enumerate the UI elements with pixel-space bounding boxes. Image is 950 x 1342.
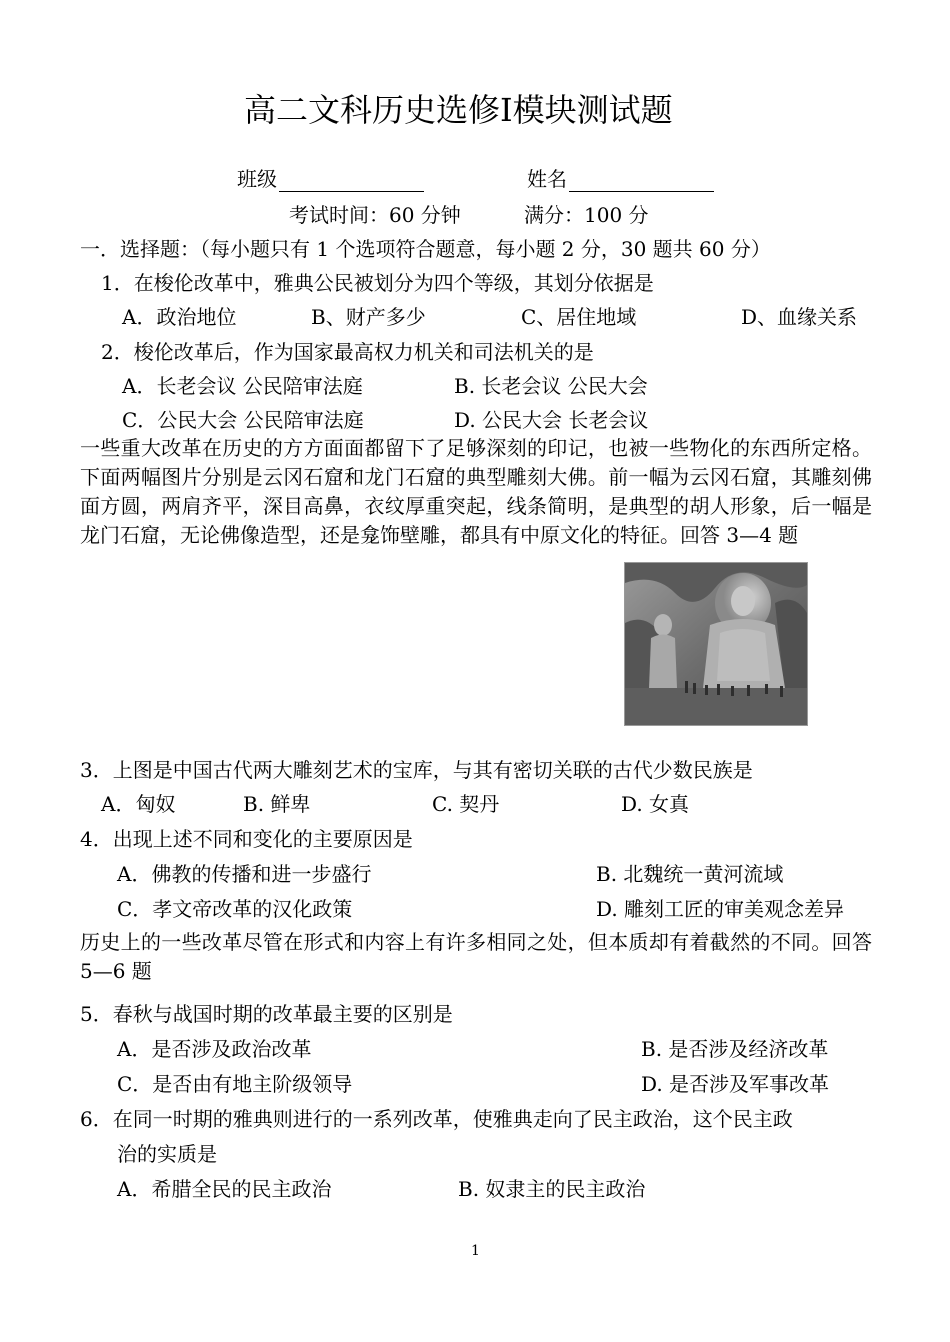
class-blank (279, 171, 424, 192)
question-3-option-c: C. 契丹 (432, 792, 500, 816)
question-3-stem: 3．上图是中国古代两大雕刻艺术的宝库，与其有密切关联的古代少数民族是 (80, 758, 753, 782)
section-heading: 一．选择题：（每小题只有 1 个选项符合题意，每小题 2 分，30 题共 60 分） (80, 237, 771, 261)
question-4-option-c: C．孝文帝改革的汉化政策 (117, 897, 353, 921)
passage-5-6: 历史上的一些改革尽管在形式和内容上有许多相同之处，但本质却有着截然的不同。回答 5—6 题 (80, 930, 872, 983)
question-2-option-b: B. 长老会议 公民大会 (454, 374, 648, 398)
question-6-option-a: A．希腊全民的民主政治 (117, 1177, 332, 1201)
name-label: 姓名 (527, 167, 567, 191)
question-4-option-a: A．佛教的传播和进一步盛行 (117, 862, 372, 886)
question-5-option-d: D. 是否涉及军事改革 (641, 1072, 830, 1096)
question-1-option-d: D、血缘关系 (741, 305, 858, 329)
page-title: 高二文科历史选修Ⅰ模块测试题 (244, 91, 673, 129)
exam-time: 考试时间：60 分钟 (289, 203, 461, 227)
question-6-stem: 6．在同一时期的雅典则进行的一系列改革，使雅典走向了民主政治，这个民主政 (80, 1107, 793, 1131)
question-4-stem: 4．出现上述不同和变化的主要原因是 (80, 827, 413, 851)
question-6-option-b: B. 奴隶主的民主政治 (458, 1177, 646, 1201)
full-score: 满分：100 分 (524, 203, 649, 227)
page-number: 1 (471, 1243, 480, 1259)
question-5-option-b: B. 是否涉及经济改革 (641, 1037, 829, 1061)
question-3-option-d: D. 女真 (621, 792, 690, 816)
class-label: 班级 (237, 167, 277, 191)
question-3-option-a: A．匈奴 (101, 792, 176, 816)
question-4-option-b: B. 北魏统一黄河流域 (596, 862, 784, 886)
question-5-stem: 5．春秋与战国时期的改革最主要的区别是 (80, 1002, 453, 1026)
question-2-option-c: C．公民大会 公民陪审法庭 (122, 408, 364, 432)
name-blank (569, 171, 714, 192)
question-3-option-b: B. 鲜卑 (243, 792, 311, 816)
question-2-option-a: A．长老会议 公民陪审法庭 (122, 374, 363, 398)
question-1-option-a: A．政治地位 (122, 305, 237, 329)
question-1-option-c: C、居住地域 (521, 305, 637, 329)
question-2-stem: 2．梭伦改革后，作为国家最高权力机关和司法机关的是 (101, 340, 594, 364)
question-2-option-d: D. 公民大会 长老会议 (454, 408, 649, 432)
buddha-statue-image (624, 562, 808, 726)
question-5-option-c: C．是否由有地主阶级领导 (117, 1072, 353, 1096)
passage-3-4: 一些重大改革在历史的方方面面都留下了足够深刻的印记，也被一些物化的东西所定格。下面两幅图片分别是云冈石窟和龙门石窟的典型雕刻大佛。前一幅为云冈石窟，其雕刻佛面方圆，两肩齐平，深目高鼻，衣纹厚重突起，线条简明，是典型的胡人形象，后一幅是龙门石窟，无论佛像造型，还是龛饰壁雕，都具有中原文化的特征。回答 3—4 题 (80, 436, 872, 547)
name-field (527, 166, 714, 192)
question-6-stem-continued: 治的实质是 (117, 1142, 217, 1166)
question-4-option-d: D. 雕刻工匠的审美观念差异 (596, 897, 845, 921)
question-1-stem: 1．在梭伦改革中，雅典公民被划分为四个等级，其划分依据是 (101, 271, 654, 295)
question-5-option-a: A．是否涉及政治改革 (117, 1037, 312, 1061)
class-field (237, 166, 424, 192)
question-1-option-b: B、财产多少 (311, 305, 426, 329)
